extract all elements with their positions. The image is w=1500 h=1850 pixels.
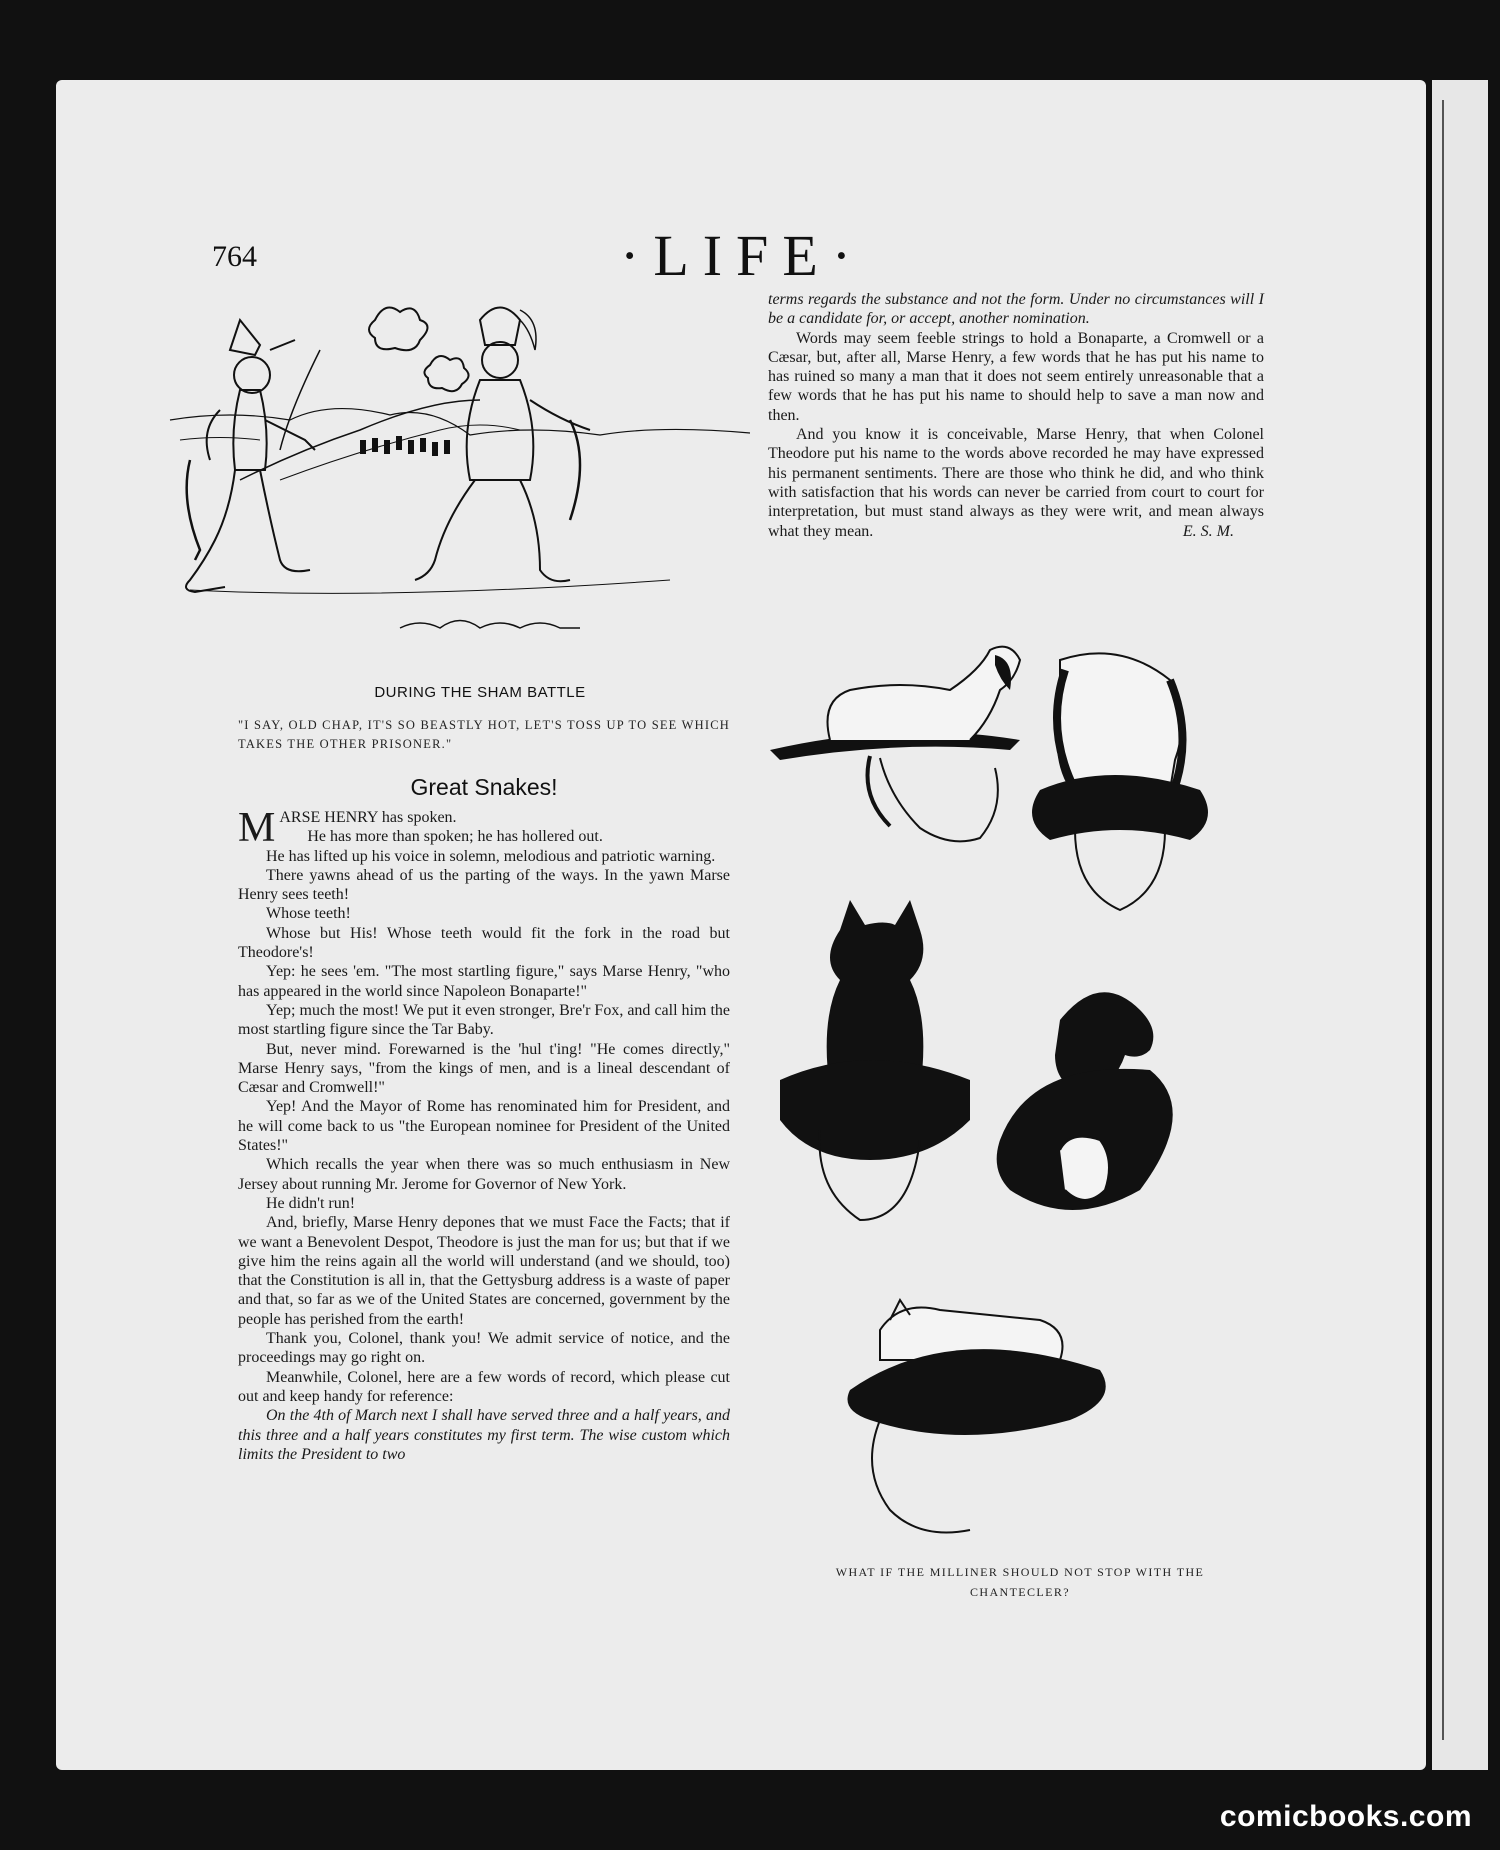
cartoon-title: DURING THE SHAM BATTLE xyxy=(374,684,586,701)
article-paragraph: There yawns ahead of us the parting of the ways. In the yawn Marse Henry sees teeth! xyxy=(238,866,730,904)
article-paragraph: But, never mind. Forewarned is the 'hul t'ing! "He comes directly," Marse Henry says, "from the kings of men, and is a lineal descendant of Cæsar and Cromwell!" xyxy=(238,1040,730,1097)
article-paragraph: And you know it is conceivable, Marse Henry, that when Colonel Theodore put his name to the words above recorded he may have expressed his permanent sentiments. There are those who think he did, and who think with satisfaction that his words can never be carried from court to court for interpretation, but must stand always as they were writ, and mean always what they mean. E. S. M. xyxy=(768,426,1264,540)
article-paragraph: Whose but His! Whose teeth would fit the fork in the road but Theodore's! xyxy=(238,924,730,962)
page-number: 764 xyxy=(212,240,257,273)
opening-line: ARSE HENRY has spoken. xyxy=(279,809,457,826)
article-paragraph: He has more than spoken; he has hollered out. xyxy=(307,828,603,846)
masthead: ·LIFE· xyxy=(620,223,866,288)
quoted-statement-end: terms regards the substance and not the form. Under no circumstances will I be a candidate for, or accept, another nomination. xyxy=(768,291,1264,328)
article-paragraph: And, briefly, Marse Henry depones that we must Face the Facts; that if we want a Benevolent Despot, Theodore is just the man for us; but that if we give him the reins again all the world will understand (and we should, too) that the Constitution is all in, that the Gettysburg address is a waste of paper and that, so far as we of the United States are concerned, government by the people has perished from the earth! xyxy=(238,1214,730,1328)
spaniel-hat-figure xyxy=(997,992,1173,1210)
author-signature: E. S. M. xyxy=(1182,522,1234,540)
drop-cap: M xyxy=(238,805,276,851)
cartoon-quote: "I SAY, OLD CHAP, IT'S SO BEASTLY HOT, LET'S TOSS UP TO SEE WHICH TAKES THE OTHER PRISONER." xyxy=(238,718,730,751)
quoted-statement-start: On the 4th of March next I shall have served three and a half years, and this three and a half years constitutes my first term. The wise custom which limits the President to two xyxy=(238,1407,730,1463)
article-right-column xyxy=(768,290,1264,541)
article-paragraph: Whose teeth! xyxy=(266,905,351,923)
article-paragraph: Yep: he sees 'em. "The most startling figure," says Marse Henry, "who has appeared in the world since Napoleon Bonaparte!" xyxy=(238,963,730,1000)
article-left-column xyxy=(238,805,730,1464)
article-paragraph: He didn't run! xyxy=(266,1194,356,1212)
article-paragraph: Words may seem feeble strings to hold a Bonaparte, a Cromwell or a Cæsar, but, after all, Marse Henry, a few words that he has put his name to has ruined so many a man that it does not seem entirely unreasonable that a few words that he has put his name to should help to save a man now and then. xyxy=(768,329,1264,424)
article-paragraph: Yep! And the Mayor of Rome has renominated him for President, and he will come back to us "the European nominee for President of the United States!" xyxy=(238,1098,730,1155)
cat-hat-figure xyxy=(848,1300,1106,1533)
article-headline: Great Snakes! xyxy=(410,774,558,800)
article-paragraph: Yep; much the most! We put it even stronger, Bre'r Fox, and call him the most startling figure since the Tar Baby. xyxy=(238,1001,730,1039)
sham-battle-cartoon xyxy=(160,290,760,670)
article-paragraph: Meanwhile, Colonel, here are a few words of record, which please cut out and keep handy for reference: xyxy=(238,1368,730,1405)
article-paragraph: Thank you, Colonel, thank you! We admit service of notice, and the proceedings may go right on. xyxy=(238,1330,730,1367)
adjacent-page-edge xyxy=(1432,80,1488,1770)
article-paragraph: Which recalls the year when there was so much enthusiasm in New Jersey about running Mr. Jerome for Governor of New York. xyxy=(238,1156,730,1193)
bloodhound-hat-figure xyxy=(1032,653,1208,910)
dachshund-hat-figure xyxy=(770,647,1020,842)
article-paragraph: He has lifted up his voice in solemn, melodious and patriotic warning. xyxy=(266,847,716,865)
dog-hats-illustration xyxy=(760,630,1280,1560)
bulldog-hat-figure xyxy=(780,900,970,1220)
hats-caption: WHAT IF THE MILLINER SHOULD NOT STOP WITH THE CHANTECLER? xyxy=(835,1565,1205,1599)
watermark: comicbooks.com xyxy=(1219,1800,1472,1833)
